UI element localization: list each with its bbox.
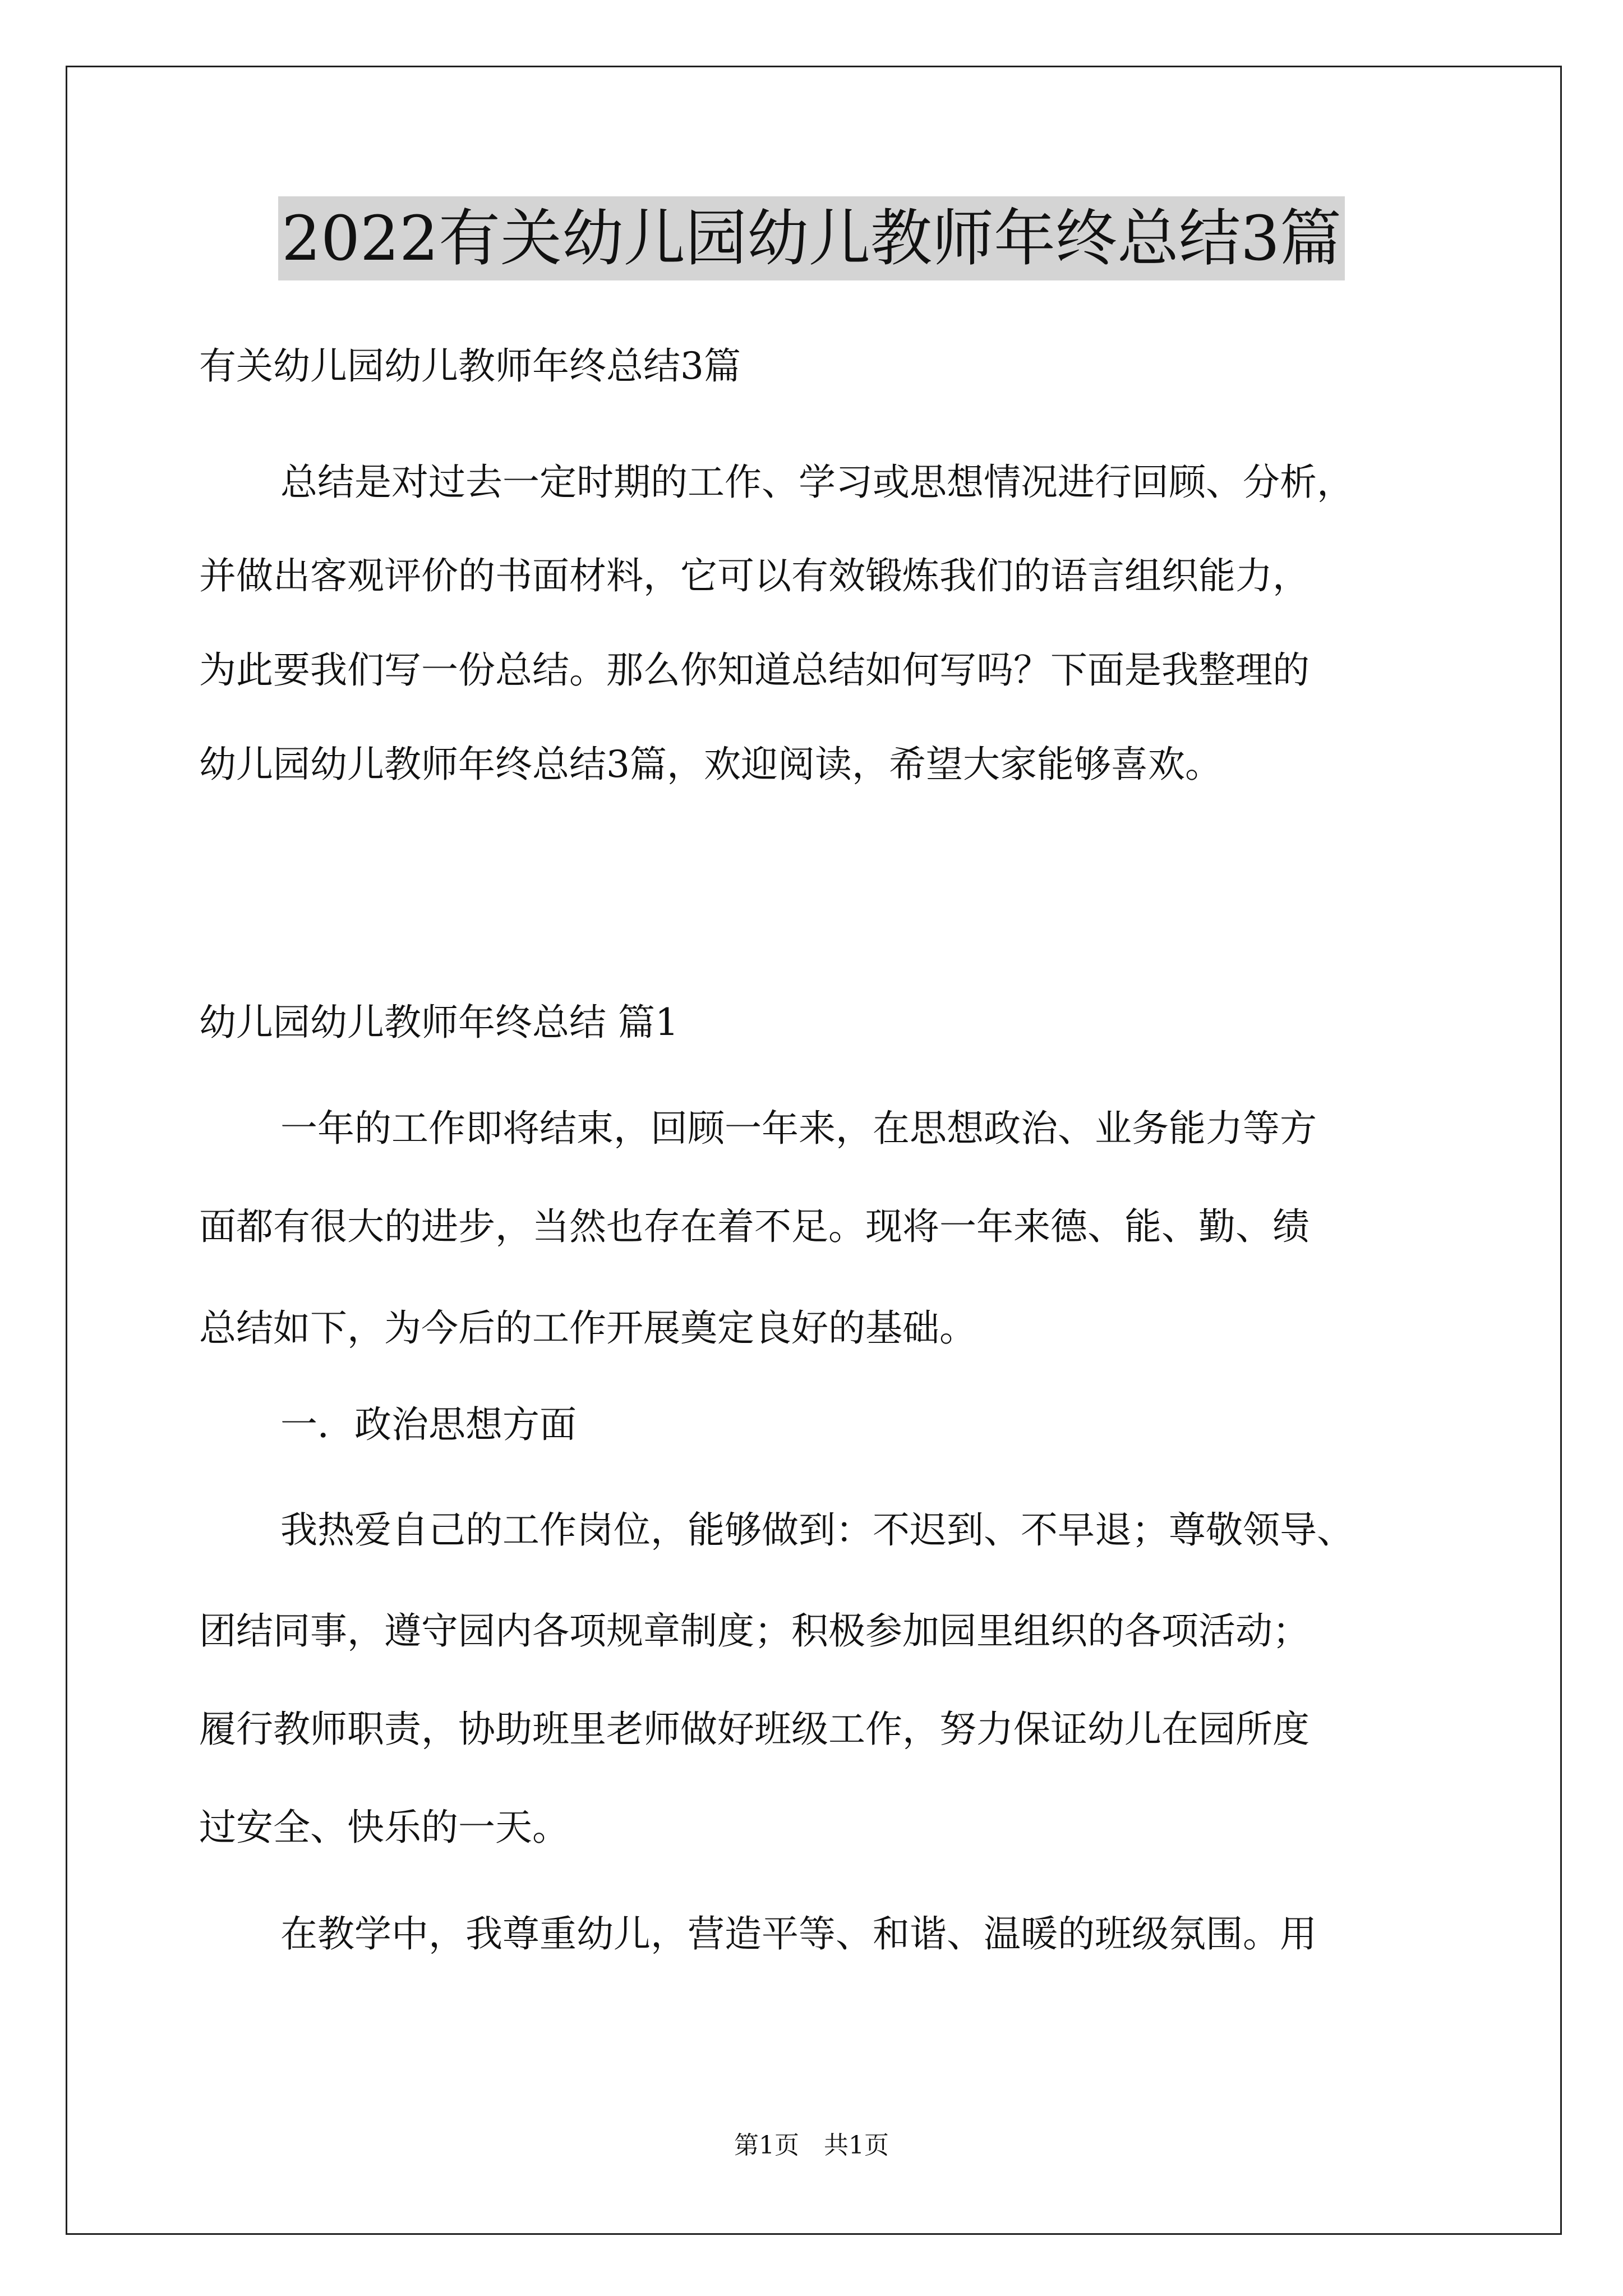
paragraph-line: 面都有很大的进步，当然也存在着不足。现将一年来德、能、勤、绩: [199, 1205, 1310, 1248]
paragraph-line: 履行教师职责，协助班里老师做好班级工作，努力保证幼儿在园所度: [199, 1708, 1310, 1751]
paragraph-line: 在教学中，我尊重幼儿，营造平等、和谐、温暖的班级氛围。用: [280, 1912, 1317, 1955]
document-title-text: 2022有关幼儿园幼儿教师年终总结3篇: [278, 196, 1345, 280]
paragraph-line: 幼儿园幼儿教师年终总结3篇，欢迎阅读，希望大家能够喜欢。: [199, 743, 1222, 786]
paragraph-line: 总结如下，为今后的工作开展奠定良好的基础。: [199, 1306, 976, 1350]
paragraph-line: 一年的工作即将结束，回顾一年来，在思想政治、业务能力等方: [280, 1107, 1317, 1150]
paragraph-line: 总结是对过去一定时期的工作、学习或思想情况进行回顾、分析，: [280, 461, 1354, 504]
section-heading: 幼儿园幼儿教师年终总结 篇1: [199, 1001, 679, 1044]
paragraph-line: 为此要我们写一份总结。那么你知道总结如何写吗？下面是我整理的: [199, 648, 1310, 692]
paragraph-line: 团结同事，遵守园内各项规章制度；积极参加园里组织的各项活动；: [199, 1609, 1310, 1653]
paragraph-line: 并做出客观评价的书面材料，它可以有效锻炼我们的语言组织能力，: [199, 554, 1310, 597]
subtitle-line: 有关幼儿园幼儿教师年终总结3篇: [199, 344, 741, 388]
paragraph-line: 过安全、快乐的一天。: [199, 1806, 569, 1849]
subsection-heading: 一．政治思想方面: [280, 1403, 577, 1446]
document-title: [0, 196, 1623, 280]
paragraph-line: 我热爱自己的工作岗位，能够做到：不迟到、不早退；尊敬领导、: [280, 1508, 1354, 1552]
page-footer: 第1页 共1页: [734, 2131, 889, 2160]
